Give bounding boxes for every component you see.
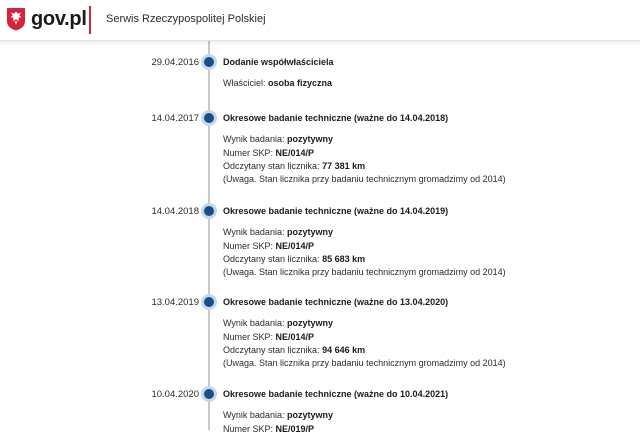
service-name: Serwis Rzeczypospolitej Polskiej [106, 13, 266, 25]
entry-content [223, 205, 506, 279]
entry-content [223, 388, 448, 436]
odometer-note: (Uwaga. Stan licznika przy badaniu technicznym gromadzimy od 2014) [223, 358, 506, 369]
odometer-label: Odczytany stan licznika: [223, 344, 320, 355]
entry-content [223, 56, 334, 91]
entry-content [223, 112, 506, 186]
result-line [223, 133, 506, 146]
odometer-line [223, 344, 506, 357]
skp-value: NE/014/P [275, 147, 315, 158]
result-label: Wynik badania: [223, 318, 285, 329]
skp-line [223, 147, 506, 160]
odometer-line [223, 253, 506, 266]
entry-title: Okresowe badanie techniczne (ważne do 14.04.2019) [223, 206, 449, 216]
result-label: Wynik badania: [223, 134, 285, 145]
entry-date: 10.04.2020 [151, 389, 199, 400]
odometer-note: (Uwaga. Stan licznika przy badaniu technicznym gromadzimy od 2014) [223, 174, 506, 185]
entry-date: 29.04.2016 [151, 57, 199, 68]
skp-line [223, 423, 448, 436]
result-value: pozytywny [286, 410, 333, 421]
entry-content [223, 296, 506, 370]
entry-title: Okresowe badanie techniczne (ważne do 14.04.2018) [223, 113, 449, 123]
result-label: Wynik badania: [223, 227, 285, 238]
result-value: pozytywny [286, 318, 333, 329]
result-label: Wynik badania: [223, 410, 285, 421]
polish-eagle-emblem-icon [6, 7, 26, 31]
result-value: pozytywny [286, 227, 333, 238]
odometer-label: Odczytany stan licznika: [223, 253, 320, 264]
entry-title: Okresowe badanie techniczne (ważne do 10.04.2021) [223, 389, 449, 399]
skp-line [223, 331, 506, 344]
owner-value: osoba fizyczna [268, 78, 333, 89]
result-line [223, 226, 506, 239]
skp-value: NE/014/P [275, 240, 315, 251]
timeline-dot-icon [201, 386, 217, 402]
result-value: pozytywny [286, 134, 333, 145]
gov-pl-logo-link[interactable] [6, 7, 87, 31]
skp-label: Numer SKP: [223, 331, 274, 342]
owner-line [223, 77, 334, 90]
odometer-line [223, 160, 506, 173]
skp-value: NE/019/P [275, 423, 315, 434]
skp-label: Numer SKP: [223, 423, 274, 434]
site-header [0, 0, 640, 41]
timeline-line [208, 40, 210, 430]
result-line [223, 409, 448, 422]
skp-label: Numer SKP: [223, 147, 274, 158]
odometer-label: Odczytany stan licznika: [223, 160, 320, 171]
entry-date: 14.04.2017 [151, 113, 199, 124]
result-line [223, 317, 506, 330]
logo-text: gov.pl [31, 7, 87, 30]
entry-title: Okresowe badanie techniczne (ważne do 13.04.2020) [223, 297, 449, 307]
odometer-value: 85 683 km [322, 253, 366, 264]
skp-value: NE/014/P [275, 331, 315, 342]
skp-label: Numer SKP: [223, 240, 274, 251]
odometer-value: 77 381 km [322, 160, 366, 171]
entry-date: 14.04.2018 [151, 206, 199, 217]
odometer-note: (Uwaga. Stan licznika przy badaniu technicznym gromadzimy od 2014) [223, 267, 506, 278]
entry-date: 13.04.2019 [151, 297, 199, 308]
owner-label: Właściciel: [223, 78, 266, 89]
header-divider [89, 6, 91, 34]
timeline-dot-icon [201, 54, 217, 70]
entry-title: Dodanie współwłaściciela [223, 57, 334, 67]
skp-line [223, 240, 506, 253]
timeline-dot-icon [201, 203, 217, 219]
timeline-dot-icon [201, 294, 217, 310]
timeline-dot-icon [201, 110, 217, 126]
odometer-value: 94 646 km [322, 344, 366, 355]
